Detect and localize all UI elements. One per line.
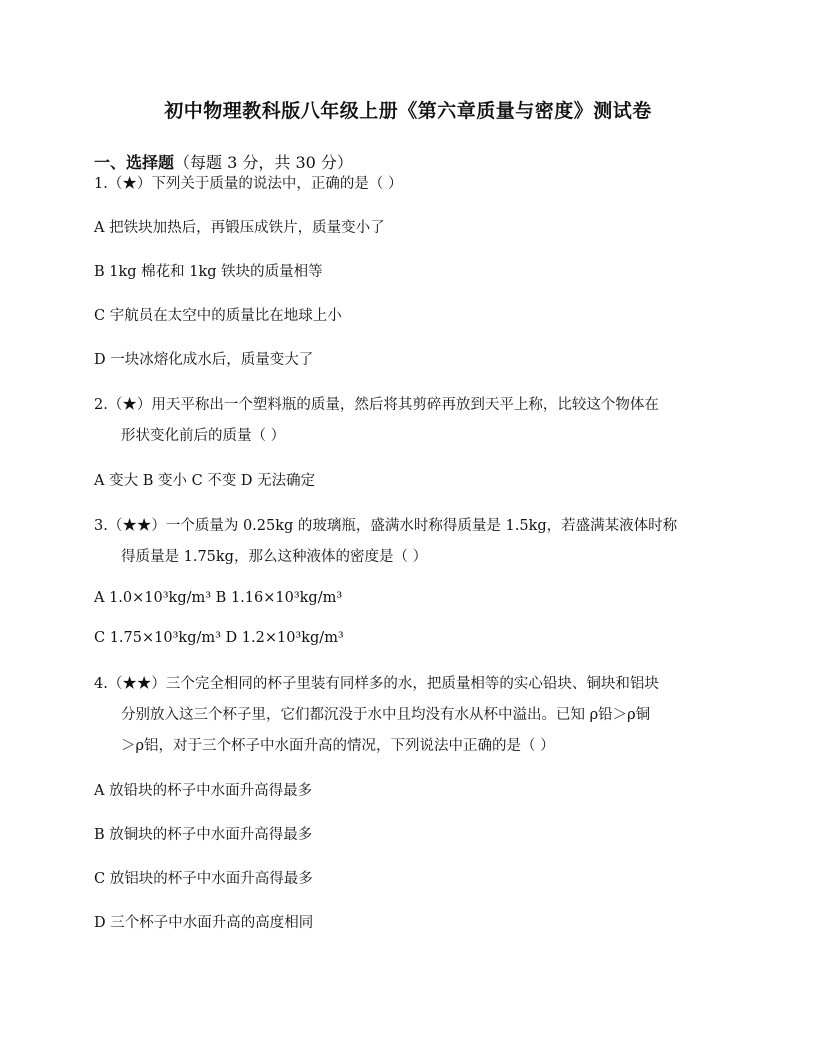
question-3-stem-line-1: 3.（★★）一个质量为 0.25kg 的玻璃瓶，盛满水时称得质量是 1.5kg，若盛满某液体时称 (94, 518, 678, 534)
question-1-option-c: C 宇航员在太空中的质量比在地球上小 (94, 308, 342, 324)
question-2-stem-line-1: 2.（★）用天平称出一个塑料瓶的质量，然后将其剪碎再放到天平上称，比较这个物体在 (94, 397, 659, 413)
question-3-options-cd: C 1.75×10³kg/m³ D 1.2×10³kg/m³ (94, 630, 344, 646)
question-3-stem-line-2: 得质量是 1.75kg，那么这种液体的密度是（ ） (121, 549, 428, 565)
question-1-option-d: D 一块冰熔化成水后，质量变大了 (94, 352, 314, 368)
question-4-stem-line-1: 4.（★★）三个完全相同的杯子里装有同样多的水，把质量相等的实心铅块、铜块和铝块 (94, 676, 659, 692)
section-heading-note: （每题 3 分，共 30 分） (174, 153, 353, 172)
question-4-stem-line-2: 分别放入这三个杯子里，它们都沉没于水中且均没有水从杯中溢出。已知 ρ铅＞ρ铜 (121, 707, 651, 723)
question-1-option-a: A 把铁块加热后，再锻压成铁片，质量变小了 (94, 220, 385, 236)
section-heading (94, 150, 353, 173)
question-4-option-b: B 放铜块的杯子中水面升高得最多 (94, 827, 313, 843)
question-3-options-ab: A 1.0×10³kg/m³ B 1.16×10³kg/m³ (94, 590, 343, 606)
question-4-option-d: D 三个杯子中水面升高的高度相同 (94, 915, 314, 931)
question-2-options: A 变大 B 变小 C 不变 D 无法确定 (94, 473, 316, 489)
section-heading-label: 一、选择题 (94, 153, 175, 172)
question-4-option-a: A 放铅块的杯子中水面升高得最多 (94, 783, 313, 799)
question-2-stem-line-2: 形状变化前后的质量（ ） (121, 428, 286, 444)
page-title: 初中物理教科版八年级上册《第六章质量与密度》测试卷 (164, 100, 652, 122)
question-1-stem: 1.（★）下列关于质量的说法中，正确的是（ ） (94, 176, 403, 192)
question-4-option-c: C 放铝块的杯子中水面升高得最多 (94, 871, 313, 887)
question-4-stem-line-3: ＞ρ铝，对于三个杯子中水面升高的情况，下列说法中正确的是（ ） (121, 738, 555, 754)
question-1-option-b: B 1kg 棉花和 1kg 铁块的质量相等 (94, 264, 323, 280)
